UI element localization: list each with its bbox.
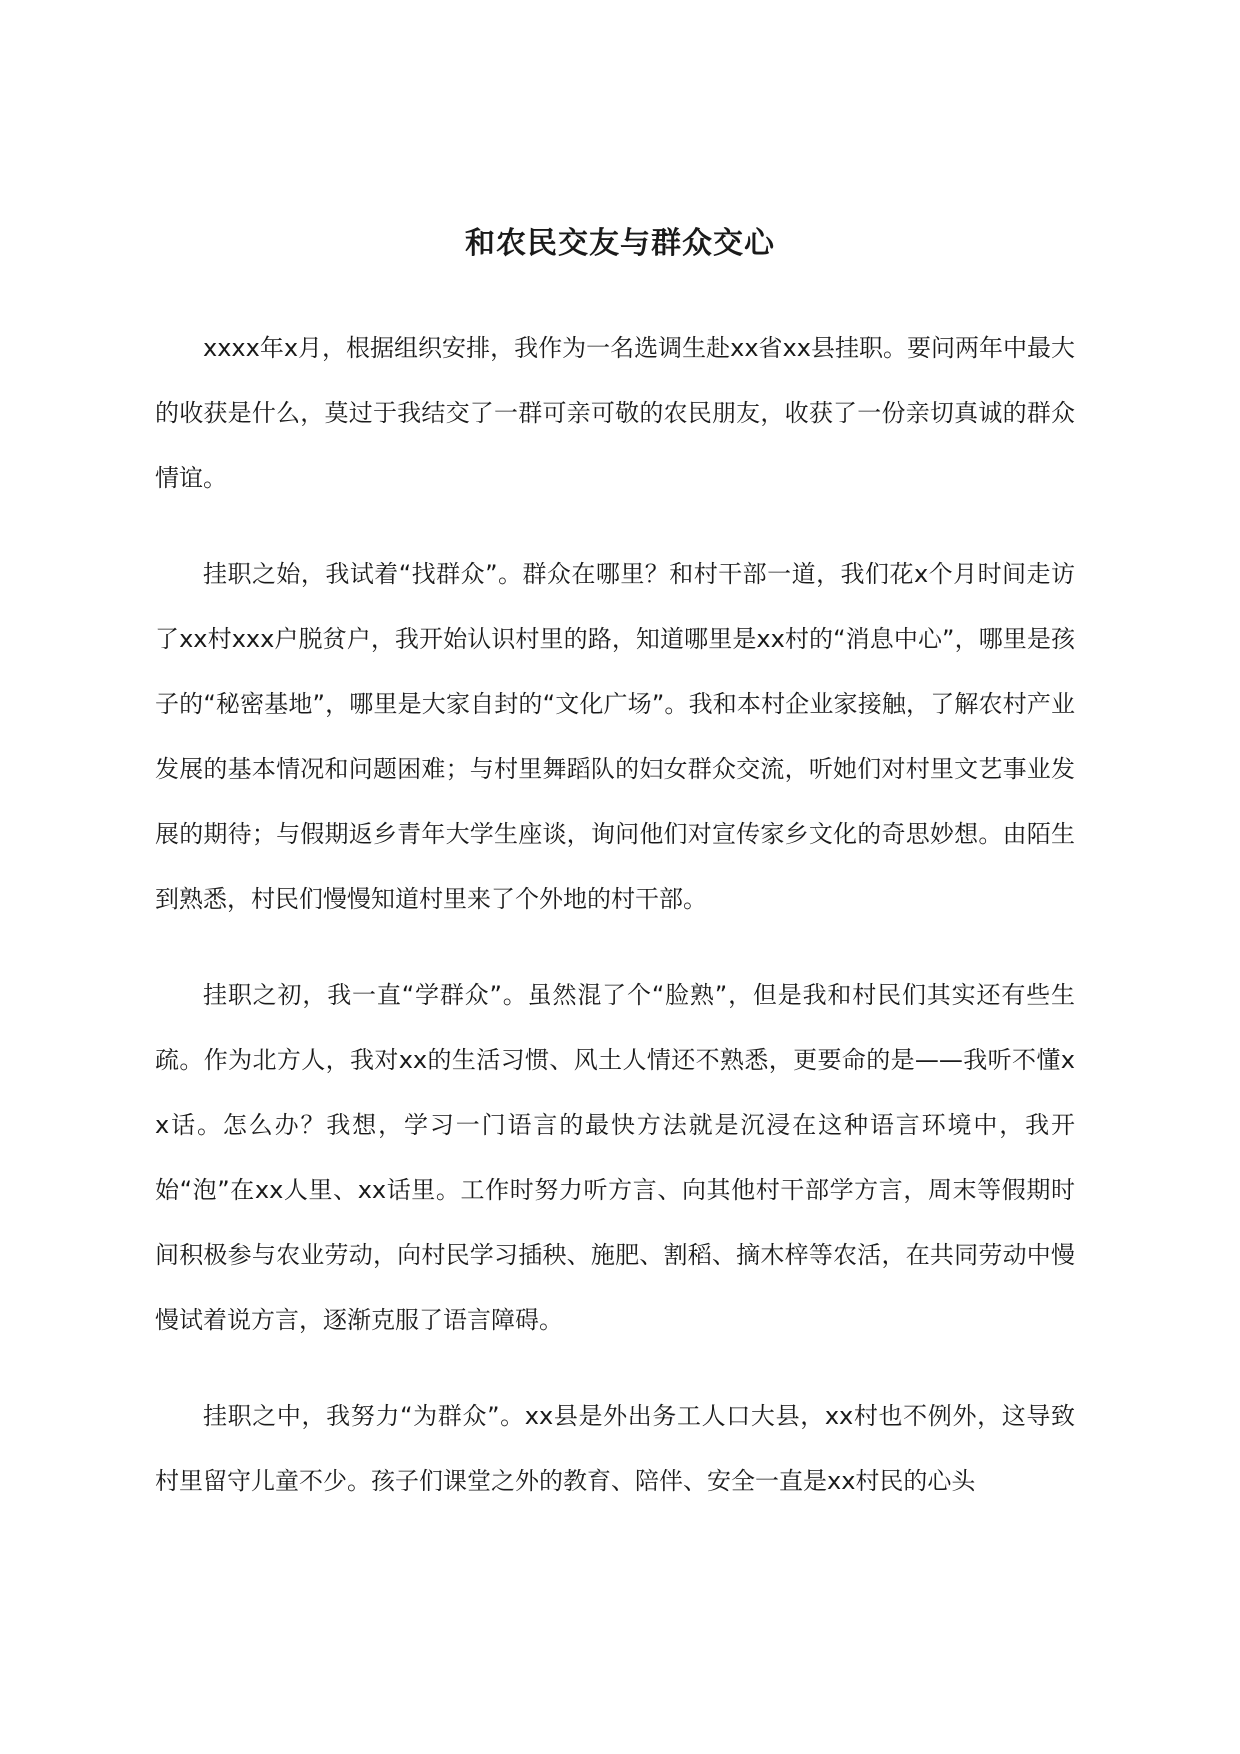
paragraph-1: xxxx年x月，根据组织安排，我作为一名选调生赴xx省xx县挂职。要问两年中最大的收获是什么，莫过于我结交了一群可亲可敬的农民朋友，收获了一份亲切真诚的群众情谊。 [155,334,1075,492]
paragraph-3: 挂职之初，我一直“学群众”。虽然混了个“脸熟”，但是我和村民们其实还有些生疏。作为北方人，我对xx的生活习惯、风土人情还不熟悉，更要命的是——我听不懂xx话。怎么办？我想，学习一门语言的最快方法就是沉浸在这种语言环境中，我开始“泡”在xx人里、xx话里。工作时努力听方言、向其他村干部学方言，周末等假期时间积极参与农业劳动，向村民学习插秧、施肥、割稻、摘木梓等农活，在共同劳动中慢慢试着说方言，逐渐克服了语言障碍。 [155,981,1075,1334]
document-body [155,316,1075,1545]
paragraph-2: 挂职之始，我试着“找群众”。群众在哪里？和村干部一道，我们花x个月时间走访了xx村xxx户脱贫户，我开始认识村里的路，知道哪里是xx村的“消息中心”，哪里是孩子的“秘密基地”，哪里是大家自封的“文化广场”。我和本村企业家接触，了解农村产业发展的基本情况和问题困难；与村里舞蹈队的妇女群众交流，听她们对村里文艺事业发展的期待；与假期返乡青年大学生座谈，询问他们对宣传家乡文化的奇思妙想。由陌生到熟悉，村民们慢慢知道村里来了个外地的村干部。 [155,560,1075,913]
document-title: 和农民交友与群众交心 [465,226,775,261]
paragraph-4: 挂职之中，我努力“为群众”。xx县是外出务工人口大县，xx村也不例外，这导致村里留守儿童不少。孩子们课堂之外的教育、陪伴、安全一直是xx村民的心头 [155,1402,1075,1495]
